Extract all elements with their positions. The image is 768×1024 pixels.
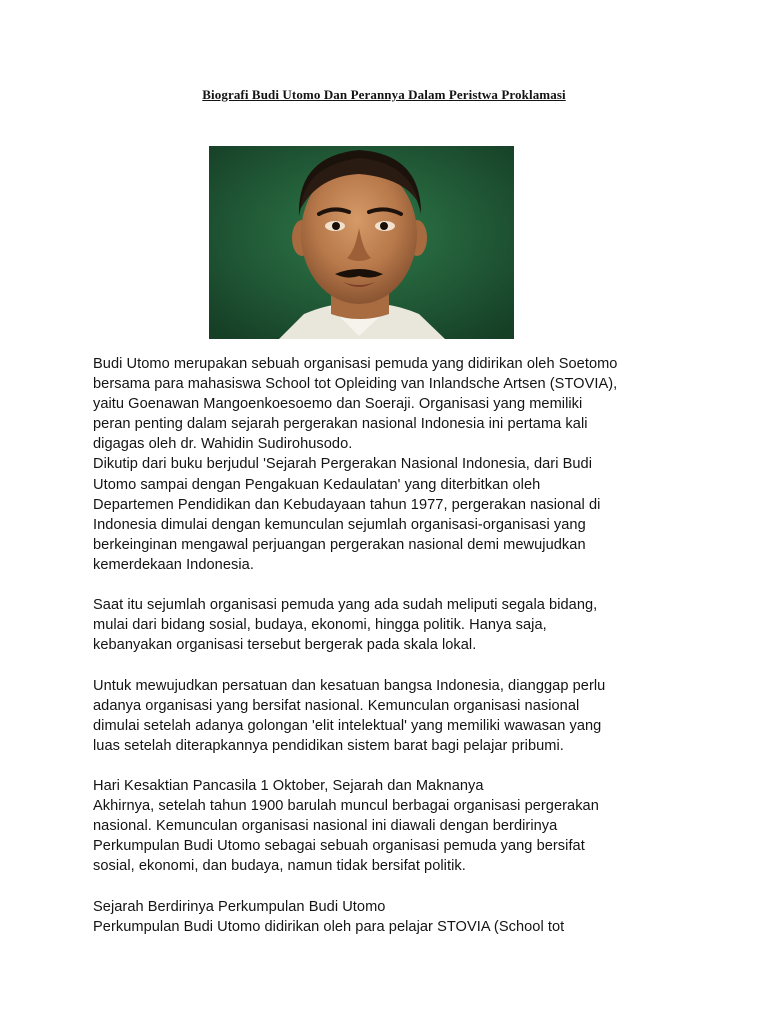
paragraph-after-1900: Akhirnya, setelah tahun 1900 barulah muncul berbagai organisasi pergerakan nasional. Kemunculan organisasi nasional ini diawali dengan berdirinya Perkumpulan Budi Utomo sebagai sebuah organisasi pemuda yang bersifat sosial, ekonomi, dan budaya, namun tidak bersifat politik. bbox=[93, 798, 599, 875]
section-heading-history: Sejarah Berdirinya Perkumpulan Budi Utomo bbox=[93, 898, 386, 915]
paragraph-gap bbox=[93, 876, 683, 896]
paragraph-intro: Budi Utomo merupakan sebuah organisasi pemuda yang didirikan oleh Soetomo bersama para mahasiswa School tot Opleiding van Inlandsche Artsen (STOVIA), yaitu Goenawan Mangoenkoesoemo dan Soeraji. Organisasi yang memiliki peran penting dalam sejarah pergerakan nasional Indonesia ini pertama kali digagas oleh dr. Wahidin Sudirohusodo. bbox=[93, 356, 618, 453]
paragraph-gap bbox=[93, 655, 683, 675]
paragraph-founding: Perkumpulan Budi Utomo didirikan oleh para pelajar STOVIA (School tot bbox=[93, 918, 565, 935]
paragraph-gap bbox=[93, 575, 683, 595]
paragraph-quote: Dikutip dari buku berjudul 'Sejarah Pergerakan Nasional Indonesia, dari Budi Utomo sampai dengan Pengakuan Kedaulatan' yang diterbitkan oleh Departemen Pendidikan dan Kebudayaan tahun 1977, pergerakan nasional di Indonesia dimulai dengan kemunculan sejumlah organisasi-organisasi yang berkeinginan mengawal perjuangan pergerakan nasional demi mewujudkan kemerdekaan Indonesia. bbox=[93, 456, 601, 573]
body-text bbox=[93, 354, 683, 937]
paragraph-unity: Untuk mewujudkan persatuan dan kesatuan bangsa Indonesia, dianggap perlu adanya organisasi yang bersifat nasional. Kemunculan organisasi nasional dimulai setelah adanya golongan 'elit intelektual' yang memiliki wawasan yang luas setelah diterapkannya pendidikan sistem barat bagi pelajar pribumi. bbox=[93, 677, 606, 754]
document-title: Biografi Budi Utomo Dan Perannya Dalam Peristwa Proklamasi bbox=[202, 87, 566, 102]
portrait-photo-icon bbox=[209, 146, 514, 339]
paragraph-organizations: Saat itu sejumlah organisasi pemuda yang ada sudah meliputi segala bidang, mulai dari bidang sosial, budaya, ekonomi, hingga politik. Hanya saja, kebanyakan organisasi tersebut bergerak pada skala lokal. bbox=[93, 597, 598, 654]
related-heading-pancasila: Hari Kesaktian Pancasila 1 Oktober, Sejarah dan Maknanya bbox=[93, 777, 484, 794]
paragraph-gap bbox=[93, 756, 683, 776]
